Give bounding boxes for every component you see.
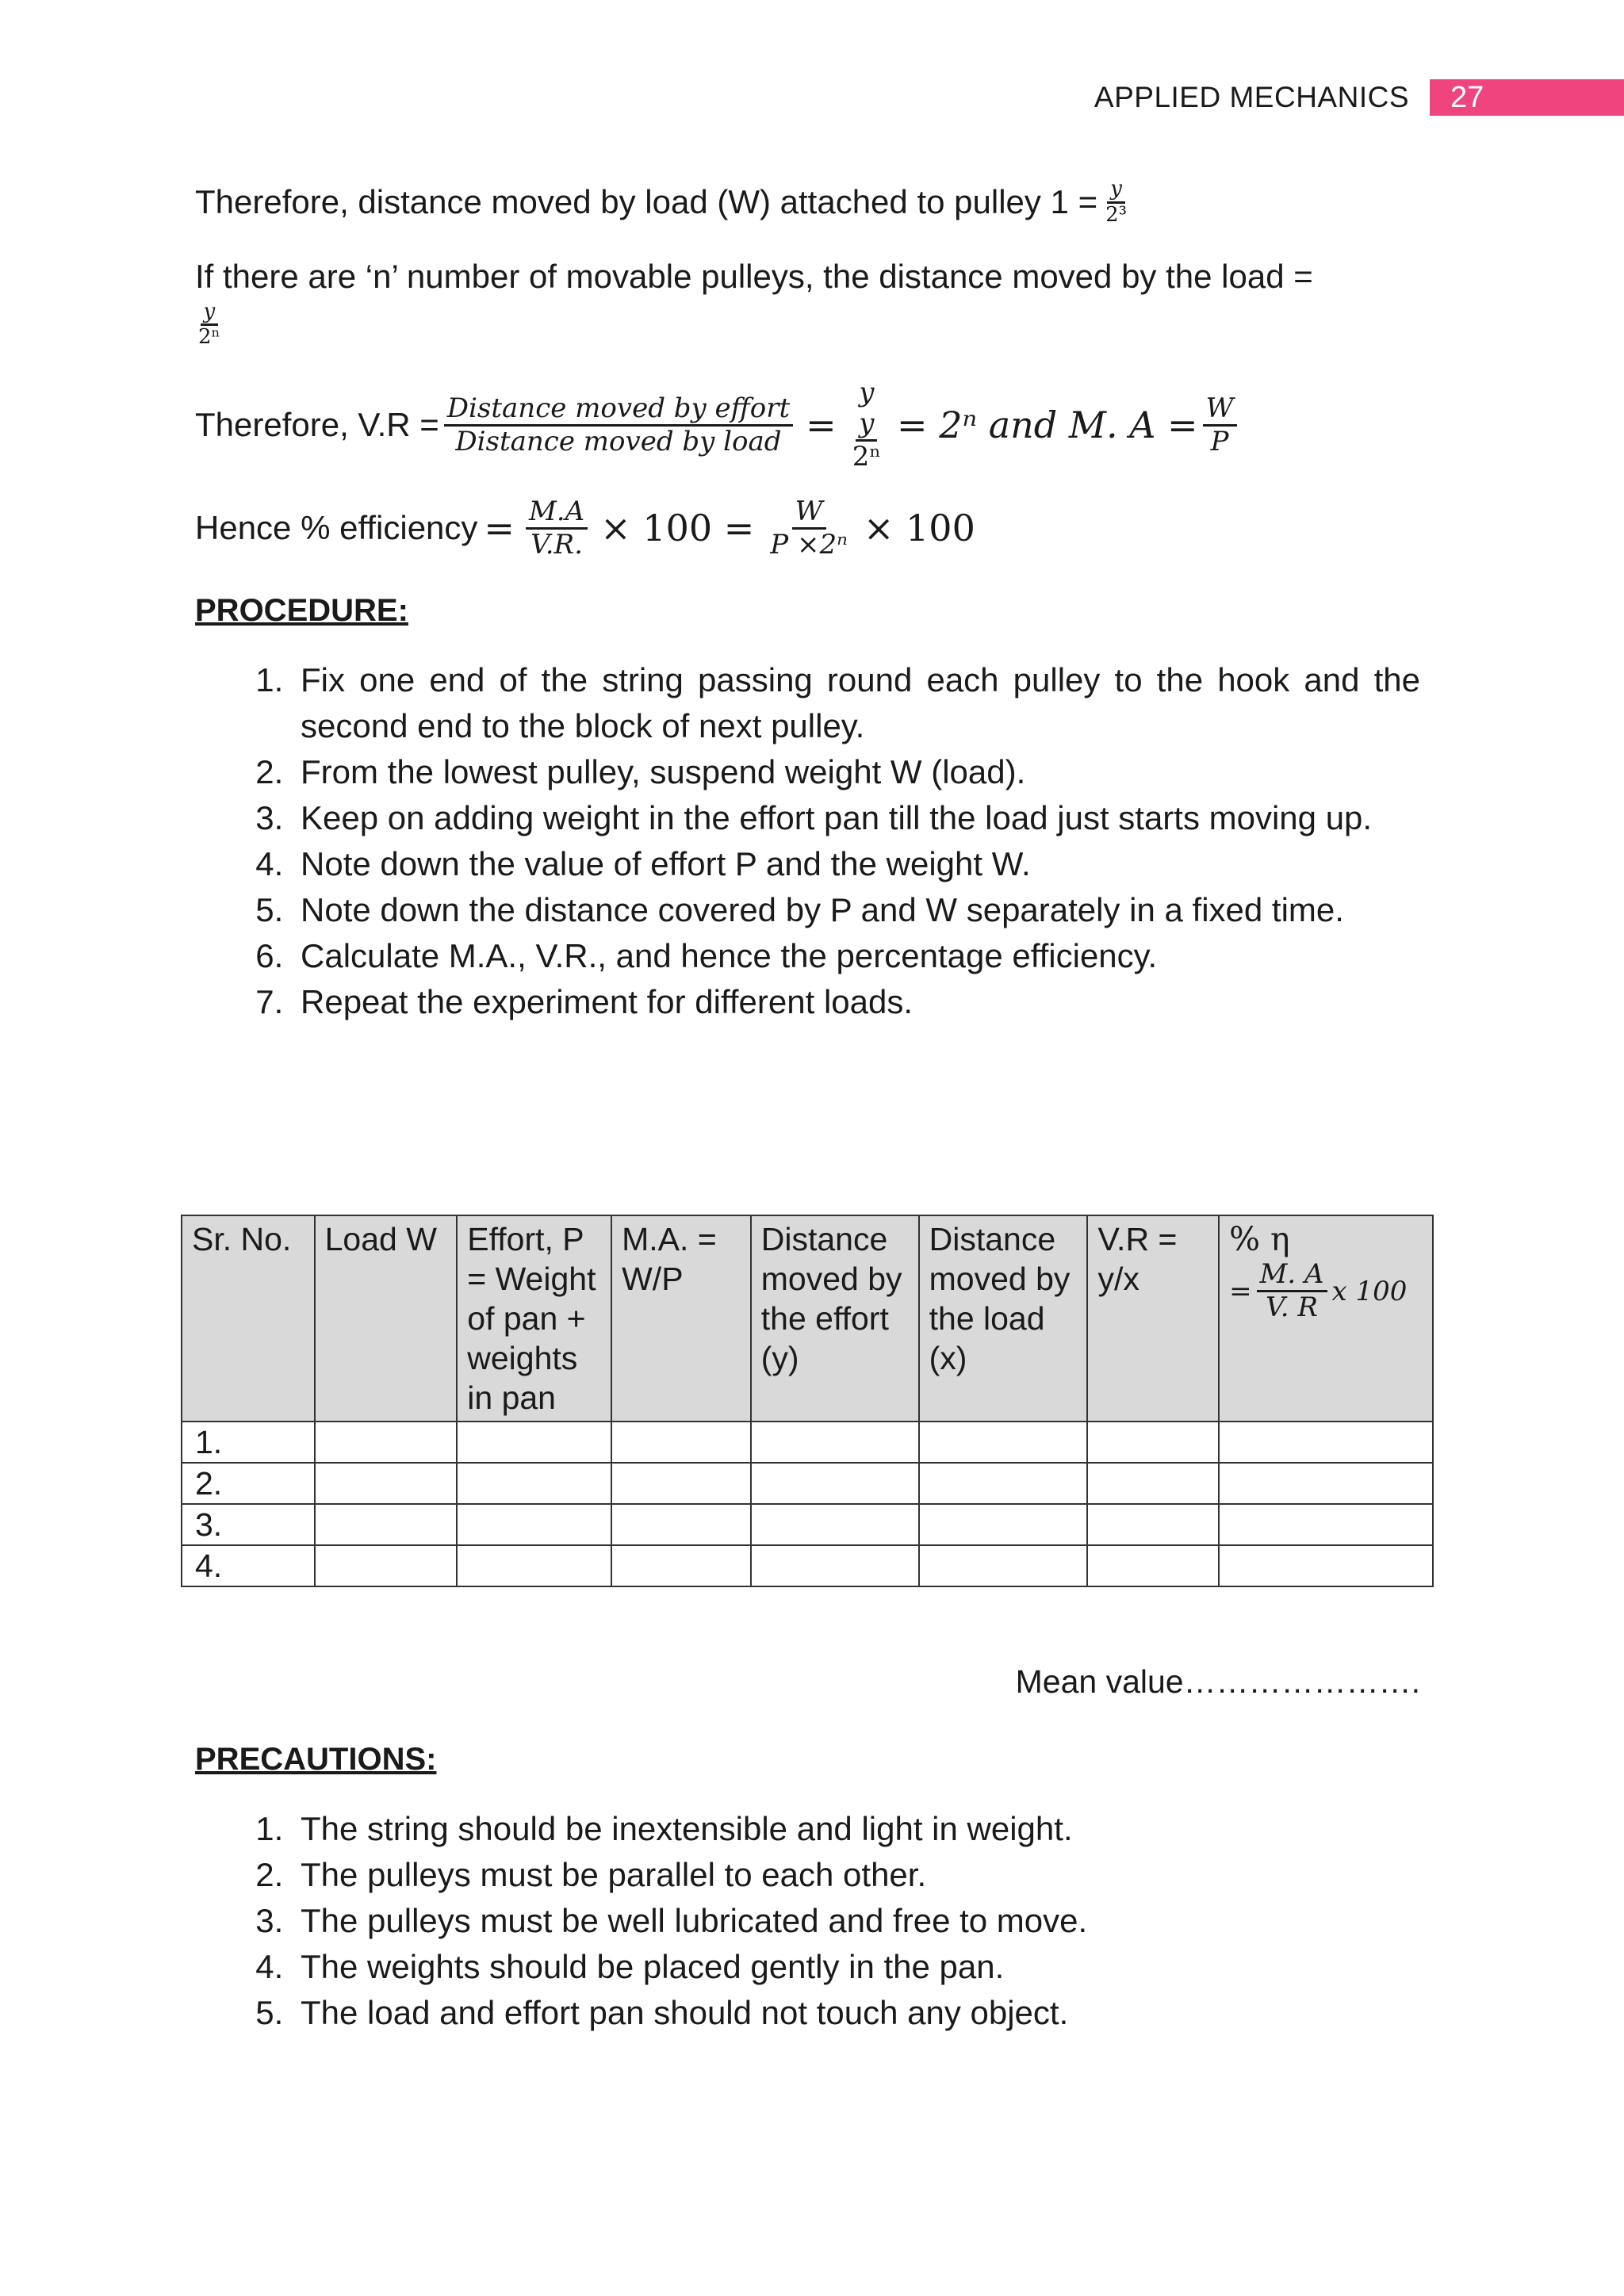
n-pulleys-frac-num: y [201,300,219,327]
efficiency-equation [195,484,1420,572]
row-sr-no: 4. [182,1545,315,1586]
precautions-list [195,1806,1420,2036]
procedure-step: 4. Note down the value of effort P and the weight W. [293,841,1420,887]
cell-distance-effort [751,1504,919,1545]
cell-distance-effort [751,1545,919,1586]
row-sr-no: 2. [182,1463,315,1504]
precaution-item: 3. The pulleys must be well lubricated and free to move. [293,1898,1420,1944]
cell-vr [1087,1463,1219,1504]
col-header-ma: M.A. = W/P [611,1215,751,1422]
vr-main-den: Distance moved by load [455,425,782,457]
cell-ma [611,1545,751,1586]
ma-fraction [1203,393,1237,457]
n-pulleys-frac-den: 2ⁿ [198,325,220,350]
vr-nested-den: 2ⁿ [852,441,882,473]
n-pulleys-fraction [195,300,224,350]
efficiency-label: Hence % efficiency [195,509,478,547]
vr-equals: = [806,404,837,447]
precautions-heading: PRECAUTIONS: [195,1742,437,1777]
cell-vr [1087,1545,1219,1586]
cell-load [315,1504,458,1545]
cell-distance-load [919,1422,1088,1463]
procedure-step: 3. Keep on adding weight in the effort pan till the load just starts moving up. [293,795,1420,841]
col-header-efficiency [1219,1215,1433,1422]
efficiency-end: × 100 [863,507,975,550]
procedure-heading: PROCEDURE: [195,593,408,629]
pulley1-frac-den: 2³ [1105,202,1128,227]
vr-nested-mid: y [856,408,877,442]
table-row [182,1463,1433,1504]
pulley1-text: Therefore, distance moved by load (W) attached to pulley 1 = [195,183,1098,220]
eff-header-top: % η [1229,1220,1290,1258]
col-header-effort: Effort, P = Weight of pan + weights in pan [457,1215,611,1422]
row-sr-no: 1. [182,1422,315,1463]
cell-ma [611,1504,751,1545]
procedure-list [195,657,1420,1025]
ma-num: W [1203,393,1237,427]
col-header-vr: V.R = y/x [1087,1215,1219,1422]
efficiency-fraction-2 [767,496,851,561]
eff-header-eq: = [1229,1275,1252,1307]
ma-den: P [1210,425,1229,457]
cell-distance-effort [751,1422,919,1463]
n-pulleys-text: If there are ‘n’ number of movable pulleys, the distance moved by the load = [195,258,1313,295]
observation-table [181,1215,1434,1587]
cell-effort [457,1422,611,1463]
vr-result: = 2ⁿ and M. A = [897,404,1198,447]
efficiency-fraction-1 [526,496,588,561]
velocity-ratio-equation [195,373,1420,476]
col-header-sr-no: Sr. No. [182,1215,315,1422]
vr-main-fraction [444,393,793,457]
page-content [195,174,1420,1025]
table-row [182,1504,1433,1545]
col-header-distance-effort: Distance moved by the effort (y) [751,1215,919,1422]
eff-header-den: V. R [1266,1292,1318,1324]
procedure-step: 6. Calculate M.A., V.R., and hence the percentage efficiency. [293,933,1420,979]
col-header-distance-load: Distance moved by the load (x) [919,1215,1088,1422]
precautions-section [195,1736,1420,2036]
cell-efficiency [1219,1545,1433,1586]
cell-effort [457,1463,611,1504]
cell-load [315,1545,458,1586]
efficiency-equals: = [484,507,515,550]
cell-distance-load [919,1463,1088,1504]
procedure-step: 1. Fix one end of the string passing round each pulley to the hook and the second end to the block of next pulley. [293,657,1420,749]
cell-distance-load [919,1504,1088,1545]
efficiency-f1-num: M.A [526,496,588,530]
efficiency-mid: × 100 = [600,507,755,550]
precaution-item: 5. The load and effort pan should not touch any object. [293,1990,1420,2036]
col-header-load: Load W [315,1215,458,1422]
cell-load [315,1463,458,1504]
cell-vr [1087,1504,1219,1545]
eff-header-fraction [1257,1259,1327,1323]
eff-header-num: M. A [1257,1259,1327,1292]
pulley1-fraction [1102,178,1130,228]
precaution-item: 4. The weights should be placed gently in the pan. [293,1944,1420,1990]
table-header-row [182,1215,1433,1422]
cell-effort [457,1545,611,1586]
cell-ma [611,1422,751,1463]
eff-header-tail: x 100 [1331,1275,1408,1307]
table-row [182,1422,1433,1463]
efficiency-f1-den: V.R. [530,528,583,561]
cell-load [315,1422,458,1463]
page-number: 27 [1430,79,1624,116]
procedure-step: 2. From the lowest pulley, suspend weight W (load). [293,749,1420,795]
cell-effort [457,1504,611,1545]
eff-header-formula [1229,1259,1423,1323]
pulley1-frac-num: y [1107,178,1125,204]
cell-efficiency [1219,1463,1433,1504]
precaution-item: 1. The string should be inextensible and light in weight. [293,1806,1420,1852]
n-pulleys-paragraph [195,254,1420,350]
cell-efficiency [1219,1504,1433,1545]
procedure-step: 5. Note down the distance covered by P and W separately in a fixed time. [293,887,1420,933]
row-sr-no: 3. [182,1504,315,1545]
mean-value: Mean value…………………. [1015,1663,1420,1700]
page-header [1094,79,1624,116]
cell-efficiency [1219,1422,1433,1463]
vr-main-num: Distance moved by effort [444,393,793,427]
vr-label: Therefore, V.R = [195,406,439,444]
cell-vr [1087,1422,1219,1463]
pulley1-distance-line [195,174,1420,230]
table-row [182,1545,1433,1586]
cell-distance-load [919,1545,1088,1586]
procedure-step: 7. Repeat the experiment for different loads. [293,979,1420,1025]
efficiency-f2-num: W [792,496,826,530]
cell-distance-effort [751,1463,919,1504]
precaution-item: 2. The pulleys must be parallel to each other. [293,1852,1420,1898]
efficiency-f2-den: P ×2ⁿ [770,528,848,561]
cell-ma [611,1463,751,1504]
header-title: APPLIED MECHANICS [1094,81,1409,113]
vr-nested-fraction [849,377,884,473]
vr-nested-top: y [859,377,875,409]
